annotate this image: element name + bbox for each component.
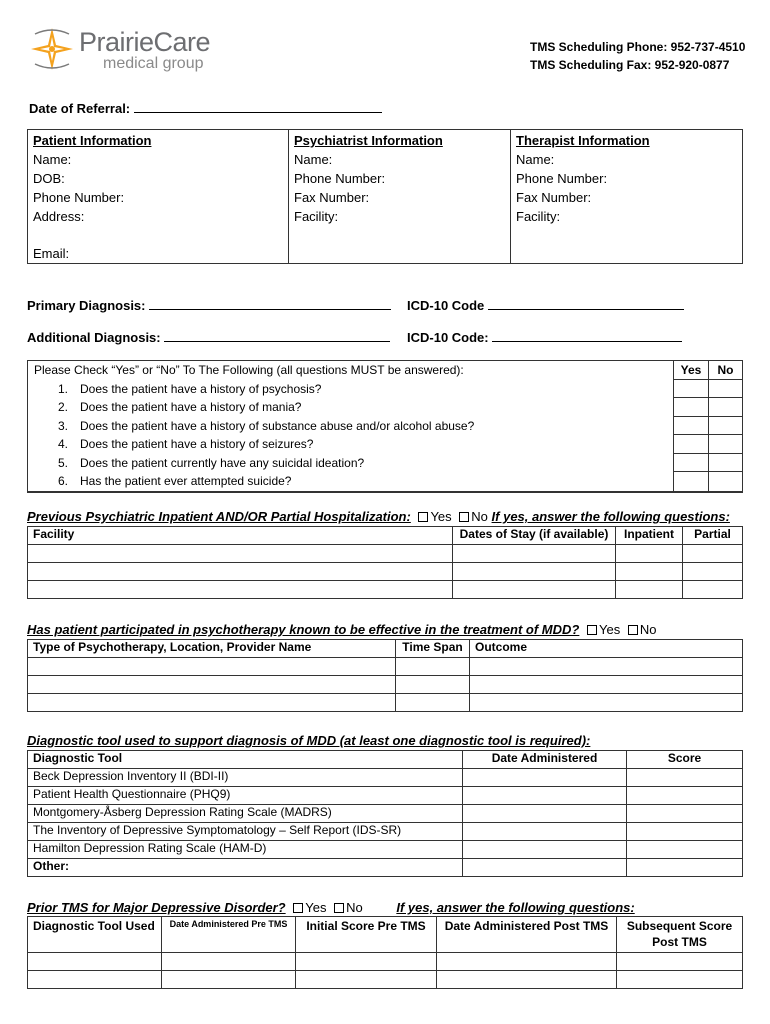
- therapist-info-cell[interactable]: [511, 130, 743, 264]
- diagtool-col-date: Date Administered: [463, 751, 627, 769]
- inpatient-cell[interactable]: [616, 563, 683, 581]
- psychiatrist-phone-label: Phone Number:: [294, 171, 386, 186]
- therapist-fax-label: Fax Number:: [516, 190, 592, 205]
- inpatient-no-checkbox[interactable]: [459, 512, 469, 522]
- diagtool-hamd: Hamilton Depression Rating Scale (HAM-D): [28, 841, 463, 859]
- additional-diagnosis: [27, 329, 390, 345]
- psychotherapy-cell[interactable]: [470, 694, 743, 712]
- inpatient-cell[interactable]: [28, 545, 453, 563]
- priortms-cell[interactable]: [296, 953, 437, 971]
- inpatient-cell[interactable]: [28, 581, 453, 599]
- inpatient-cell[interactable]: [28, 563, 453, 581]
- brand-subtitle: medical group: [103, 55, 204, 72]
- priortms-cell[interactable]: [28, 971, 162, 989]
- diagtool-cell[interactable]: [463, 841, 627, 859]
- no-header: No: [709, 361, 742, 380]
- psychotherapy-col-timespan: Time Span: [396, 640, 470, 658]
- inpatient-heading: [27, 509, 730, 524]
- screening-questions-table: [27, 360, 743, 493]
- inpatient-yes-checkbox[interactable]: [418, 512, 428, 522]
- q6-no-box[interactable]: [709, 472, 742, 491]
- priortms-cell[interactable]: [162, 953, 296, 971]
- table-row: [28, 658, 743, 676]
- psychotherapy-table: [27, 639, 743, 712]
- question-5-number: 5.: [58, 455, 69, 470]
- table-row: [28, 676, 743, 694]
- psychiatrist-name-label: Name:: [294, 152, 333, 167]
- priortms-cell[interactable]: [437, 971, 617, 989]
- diagtool-cell[interactable]: [627, 805, 743, 823]
- question-2-text: Does the patient have a history of mania?: [80, 400, 302, 414]
- table-row: [28, 859, 743, 877]
- diagtool-cell[interactable]: [627, 841, 743, 859]
- q5-yes-box[interactable]: [674, 454, 708, 473]
- question-1: [28, 380, 673, 399]
- question-5-text: Does the patient currently have any suicidal ideation?: [80, 455, 365, 470]
- primary-diagnosis-label: Primary Diagnosis:: [27, 298, 146, 313]
- diagtool-cell[interactable]: [463, 823, 627, 841]
- question-3-number: 3.: [58, 418, 69, 433]
- diagtool-title: Diagnostic tool used to support diagnosis of MDD (at least one diagnostic tool is required):: [27, 733, 591, 748]
- additional-diagnosis-label: Additional Diagnosis:: [27, 330, 161, 345]
- prairiecare-logo-icon: [27, 24, 77, 74]
- diagtool-cell[interactable]: [463, 859, 627, 877]
- table-row: [28, 563, 743, 581]
- table-row: [28, 823, 743, 841]
- icd-code-additional: [407, 329, 682, 345]
- priortms-no-label: No: [346, 900, 363, 915]
- table-row: [28, 545, 743, 563]
- psychotherapy-col-type: Type of Psychotherapy, Location, Provider Name: [28, 640, 396, 658]
- table-row: [28, 971, 743, 989]
- table-row: [28, 694, 743, 712]
- psychiatrist-info-title: Psychiatrist Information: [294, 133, 443, 148]
- yes-column: [674, 361, 709, 492]
- inpatient-cell[interactable]: [616, 581, 683, 599]
- question-5: [28, 454, 673, 473]
- questions-cell: [28, 361, 674, 492]
- additional-diagnosis-field[interactable]: [164, 329, 390, 342]
- psychotherapy-yes-label: Yes: [598, 622, 621, 637]
- diagtool-col-score: Score: [627, 751, 743, 769]
- q3-no-box[interactable]: [709, 417, 742, 436]
- inpatient-cell[interactable]: [453, 581, 616, 599]
- psychotherapy-cell[interactable]: [28, 694, 396, 712]
- diagtool-cell[interactable]: [627, 769, 743, 787]
- question-6-number: 6.: [58, 474, 69, 488]
- priortms-col-initial-score: Initial Score Pre TMS: [296, 917, 437, 953]
- question-3-text: Does the patient have a history of substance abuse and/or alcohol abuse?: [80, 418, 475, 433]
- table-row: [28, 769, 743, 787]
- q1-yes-box[interactable]: [674, 380, 708, 399]
- priortms-col-subsequent-score: Subsequent Score Post TMS: [617, 917, 743, 953]
- table-row: [28, 841, 743, 859]
- questions-bottom-border: [28, 491, 743, 492]
- psychotherapy-cell[interactable]: [470, 676, 743, 694]
- question-2: [28, 398, 673, 417]
- psychotherapy-col-outcome: Outcome: [470, 640, 743, 658]
- inpatient-col-inpatient: Inpatient: [616, 527, 683, 545]
- icd-code-additional-label: ICD-10 Code:: [407, 330, 489, 345]
- diagtool-other[interactable]: Other:: [28, 859, 463, 877]
- psychotherapy-no-checkbox[interactable]: [628, 625, 638, 635]
- inpatient-table: [27, 526, 743, 599]
- inpatient-cell[interactable]: [616, 545, 683, 563]
- no-column: [709, 361, 743, 492]
- diagtool-cell[interactable]: [463, 787, 627, 805]
- brand-name: PrairieCare: [79, 27, 211, 57]
- question-4-text: Does the patient have a history of seizures?: [80, 437, 314, 451]
- patient-address-label: Address:: [33, 209, 85, 224]
- icd-code-additional-field[interactable]: [492, 329, 682, 342]
- inpatient-col-partial: Partial: [683, 527, 743, 545]
- question-3: [28, 417, 673, 436]
- q6-yes-box[interactable]: [674, 472, 708, 491]
- psychiatrist-facility-label: Facility:: [294, 209, 339, 224]
- psychotherapy-yes-checkbox[interactable]: [587, 625, 597, 635]
- priortms-cell[interactable]: [162, 971, 296, 989]
- icd-code-primary-field[interactable]: [488, 297, 684, 310]
- patient-name-label: Name:: [33, 152, 72, 167]
- question-4-number: 4.: [58, 437, 69, 451]
- psychotherapy-cell[interactable]: [28, 676, 396, 694]
- q1-no-box[interactable]: [709, 380, 742, 399]
- psychiatrist-fax-label: Fax Number:: [294, 190, 370, 205]
- psychiatrist-info-cell[interactable]: [289, 130, 511, 264]
- q2-no-box[interactable]: [709, 398, 742, 417]
- diagtool-cell[interactable]: [627, 787, 743, 805]
- priortms-yes-label: Yes: [305, 900, 327, 915]
- inpatient-no-label: No: [471, 509, 488, 524]
- date-of-referral: [29, 100, 382, 116]
- table-row: [28, 787, 743, 805]
- icd-code-primary-label: ICD-10 Code: [407, 298, 485, 313]
- inpatient-col-facility: Facility: [28, 527, 453, 545]
- primary-diagnosis-field[interactable]: [149, 297, 391, 310]
- patient-dob-label: DOB:: [33, 171, 65, 186]
- therapist-name-label: Name:: [516, 152, 555, 167]
- inpatient-cell[interactable]: [453, 545, 616, 563]
- table-row: [28, 581, 743, 599]
- q5-no-box[interactable]: [709, 454, 742, 473]
- psychotherapy-cell[interactable]: [396, 676, 470, 694]
- questions-header: Please Check “Yes” or “No” To The Following (all questions MUST be answered):: [34, 363, 464, 377]
- priortms-title: Prior TMS for Major Depressive Disorder?: [27, 900, 286, 915]
- priortms-cell[interactable]: [617, 971, 743, 989]
- diagtool-cell[interactable]: [463, 769, 627, 787]
- patient-phone-label: Phone Number:: [33, 190, 125, 205]
- therapist-info-title: Therapist Information: [516, 133, 650, 148]
- therapist-phone-label: Phone Number:: [516, 171, 608, 186]
- diagtool-idssr: The Inventory of Depressive Symptomatology – Self Report (IDS-SR): [28, 823, 463, 841]
- table-row: [28, 953, 743, 971]
- date-of-referral-field[interactable]: [134, 100, 382, 113]
- q4-no-box[interactable]: [709, 435, 742, 454]
- inpatient-followup: If yes, answer the following questions:: [491, 509, 730, 524]
- psychotherapy-cell[interactable]: [396, 694, 470, 712]
- diagtool-bdi: Beck Depression Inventory II (BDI-II): [28, 769, 463, 787]
- psychotherapy-cell[interactable]: [470, 658, 743, 676]
- priortms-cell[interactable]: [296, 971, 437, 989]
- contact-info-table: [27, 129, 743, 264]
- priortms-no-checkbox[interactable]: [334, 903, 344, 913]
- diagtool-cell[interactable]: [463, 805, 627, 823]
- priortms-yes-checkbox[interactable]: [293, 903, 303, 913]
- q2-yes-box[interactable]: [674, 398, 708, 417]
- inpatient-col-dates: Dates of Stay (if available): [453, 527, 616, 545]
- priortms-cell[interactable]: [617, 953, 743, 971]
- question-1-text: Does the patient have a history of psychosis?: [80, 381, 322, 396]
- logo: [27, 24, 217, 76]
- inpatient-cell[interactable]: [453, 563, 616, 581]
- question-4: [28, 435, 673, 454]
- scheduling-fax: TMS Scheduling Fax: 952-920-0877: [530, 58, 730, 72]
- diagtool-cell[interactable]: [627, 859, 743, 877]
- psychotherapy-title: Has patient participated in psychotherapy known to be effective in the treatment of MDD?: [27, 622, 580, 637]
- inpatient-yes-label: Yes: [430, 509, 452, 524]
- diagtool-cell[interactable]: [627, 823, 743, 841]
- prior-tms-table: [27, 916, 743, 989]
- patient-info-title: Patient Information: [33, 133, 152, 148]
- yes-header: Yes: [674, 361, 708, 380]
- psychotherapy-no-label: No: [639, 622, 657, 637]
- diagtool-phq9: Patient Health Questionnaire (PHQ9): [28, 787, 463, 805]
- diagtool-col-tool: Diagnostic Tool: [28, 751, 463, 769]
- q3-yes-box[interactable]: [674, 417, 708, 436]
- psychotherapy-heading: [27, 622, 656, 637]
- patient-info-cell[interactable]: [28, 130, 289, 264]
- priortms-heading: [27, 900, 635, 915]
- diagtool-madrs: Montgomery-Åsberg Depression Rating Scale (MADRS): [28, 805, 463, 823]
- scheduling-phone: TMS Scheduling Phone: 952-737-4510: [530, 40, 746, 54]
- table-row: [28, 805, 743, 823]
- priortms-cell[interactable]: [437, 953, 617, 971]
- psychotherapy-cell[interactable]: [396, 658, 470, 676]
- priortms-col-tool: Diagnostic Tool Used: [28, 917, 162, 953]
- psychotherapy-cell[interactable]: [28, 658, 396, 676]
- primary-diagnosis: [27, 297, 391, 313]
- icd-code-primary: [407, 297, 684, 313]
- date-of-referral-label: Date of Referral:: [29, 101, 131, 116]
- question-6: [28, 472, 673, 491]
- inpatient-cell[interactable]: [683, 581, 743, 599]
- q4-yes-box[interactable]: [674, 435, 708, 454]
- priortms-followup: If yes, answer the following questions:: [396, 900, 635, 915]
- therapist-facility-label: Facility:: [516, 209, 561, 224]
- inpatient-cell[interactable]: [683, 563, 743, 581]
- diagnostic-tool-table: [27, 750, 743, 877]
- priortms-col-date-post: Date Administered Post TMS: [437, 917, 617, 953]
- question-2-number: 2.: [58, 400, 69, 414]
- question-1-number: 1.: [58, 381, 69, 396]
- inpatient-title: Previous Psychiatric Inpatient AND/OR Partial Hospitalization:: [27, 509, 411, 524]
- inpatient-cell[interactable]: [683, 545, 743, 563]
- priortms-cell[interactable]: [28, 953, 162, 971]
- priortms-col-date-pre: Date Administered Pre TMS: [162, 917, 296, 953]
- patient-email-label: Email:: [33, 246, 70, 261]
- question-6-text: Has the patient ever attempted suicide?: [80, 474, 292, 488]
